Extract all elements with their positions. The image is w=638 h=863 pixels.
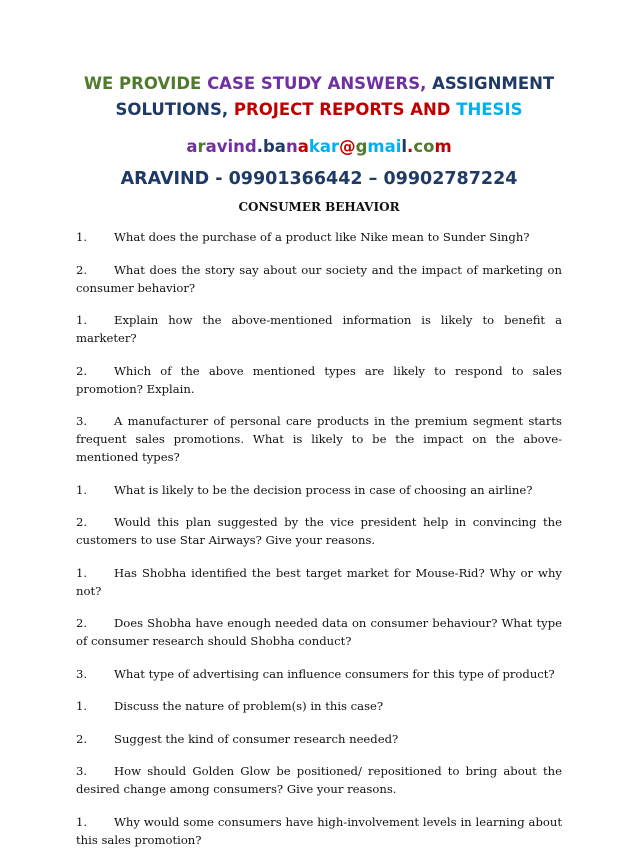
header-line-2	[40, 99, 598, 121]
question-number: 2.	[76, 616, 88, 630]
question-number: 2.	[76, 363, 88, 378]
question-number: 1.	[76, 230, 88, 244]
question-item	[76, 697, 562, 715]
question-text: What is likely to be the decision process in case of choosing an airline?	[114, 482, 533, 497]
question-number: 3.	[76, 666, 88, 681]
question-number: 1.	[76, 565, 88, 580]
header-line-1-segment: CASE STUDY ANSWERS,	[207, 74, 433, 93]
question-item	[76, 481, 562, 499]
email-segment: .	[407, 137, 414, 156]
header-line-2-segment: PROJECT REPORTS AND	[233, 100, 457, 119]
email-address[interactable]	[0, 136, 638, 158]
email-segment: n	[285, 137, 298, 156]
email-segment: kar	[308, 137, 340, 156]
question-item	[76, 730, 562, 748]
email-segment: a	[297, 137, 309, 156]
question-text: Has Shobha identified the best target market for Mouse-Rid? Why or why not?	[76, 565, 562, 598]
question-number: 2.	[76, 731, 88, 746]
header-line-1	[40, 73, 598, 95]
question-list	[76, 228, 562, 863]
question-text: A manufacturer of personal care products in the premium segment starts frequent sales promotions. What is likely to be the impact on the above-mentioned types?	[76, 414, 562, 464]
question-item	[76, 412, 562, 466]
question-item	[76, 665, 562, 683]
question-number: 2.	[76, 262, 88, 277]
email-segment: mai	[367, 137, 402, 156]
question-item	[76, 513, 562, 549]
email-segment: @	[339, 137, 356, 156]
question-item	[76, 564, 562, 600]
question-number: 3.	[76, 764, 88, 778]
question-text: Suggest the kind of consumer research needed?	[114, 731, 399, 746]
question-number: 1.	[76, 313, 88, 327]
phone-line: ARAVIND - 09901366442 – 09902787224	[120, 169, 518, 189]
question-text: What does the purchase of a product like Nike mean to Sunder Singh?	[114, 230, 530, 244]
question-text: Explain how the above-mentioned information is likely to benefit a marketer?	[76, 313, 562, 345]
question-text: Which of the above mentioned types are likely to respond to sales promotion? Explain.	[76, 363, 562, 396]
header-line-1-segment: ASSIGNMENT	[432, 74, 555, 93]
question-text: What does the story say about our society and the impact of marketing on consumer behavior?	[76, 262, 562, 295]
question-item	[76, 228, 562, 246]
header-line-1-segment: WE PROVIDE	[83, 74, 208, 93]
email-segment: .	[256, 137, 263, 156]
email-segment: co	[413, 137, 435, 156]
email-segment: a	[186, 137, 198, 156]
question-number: 3.	[76, 414, 88, 428]
question-text: Why would some consumers have high-involvement levels in learning about this sales promotion?	[76, 814, 562, 847]
header-line-2-segment: SOLUTIONS,	[115, 100, 234, 119]
question-item	[76, 261, 562, 297]
question-number: 1.	[76, 814, 88, 829]
question-number: 1.	[76, 482, 88, 497]
question-number: 1.	[76, 699, 88, 713]
email-segment: m	[434, 137, 452, 156]
question-text: What type of advertising can influence consumers for this type of product?	[114, 666, 555, 681]
question-item	[76, 762, 562, 798]
email-segment: avind	[205, 137, 257, 156]
question-item	[76, 813, 562, 849]
question-number: 2.	[76, 515, 88, 529]
email-segment: l	[401, 137, 408, 156]
question-text: Discuss the nature of problem(s) in this case?	[114, 699, 384, 713]
question-item	[76, 311, 562, 347]
question-text: How should Golden Glow be positioned/ repositioned to bring about the desired change among consumers? Give your reasons.	[76, 764, 562, 796]
question-text: Does Shobha have enough needed data on consumer behaviour? What type of consumer research should Shobha conduct?	[76, 616, 562, 648]
question-item	[76, 362, 562, 398]
header-line-2-segment: THESIS	[456, 100, 523, 119]
email-segment: r	[197, 137, 206, 156]
email-segment: ba	[263, 137, 286, 156]
email-segment: g	[355, 137, 368, 156]
question-item	[76, 614, 562, 650]
question-text: Would this plan suggested by the vice president help in convincing the customers to use Star Airways? Give your reasons.	[76, 515, 562, 547]
document-title: CONSUMER BEHAVIOR	[238, 200, 400, 214]
